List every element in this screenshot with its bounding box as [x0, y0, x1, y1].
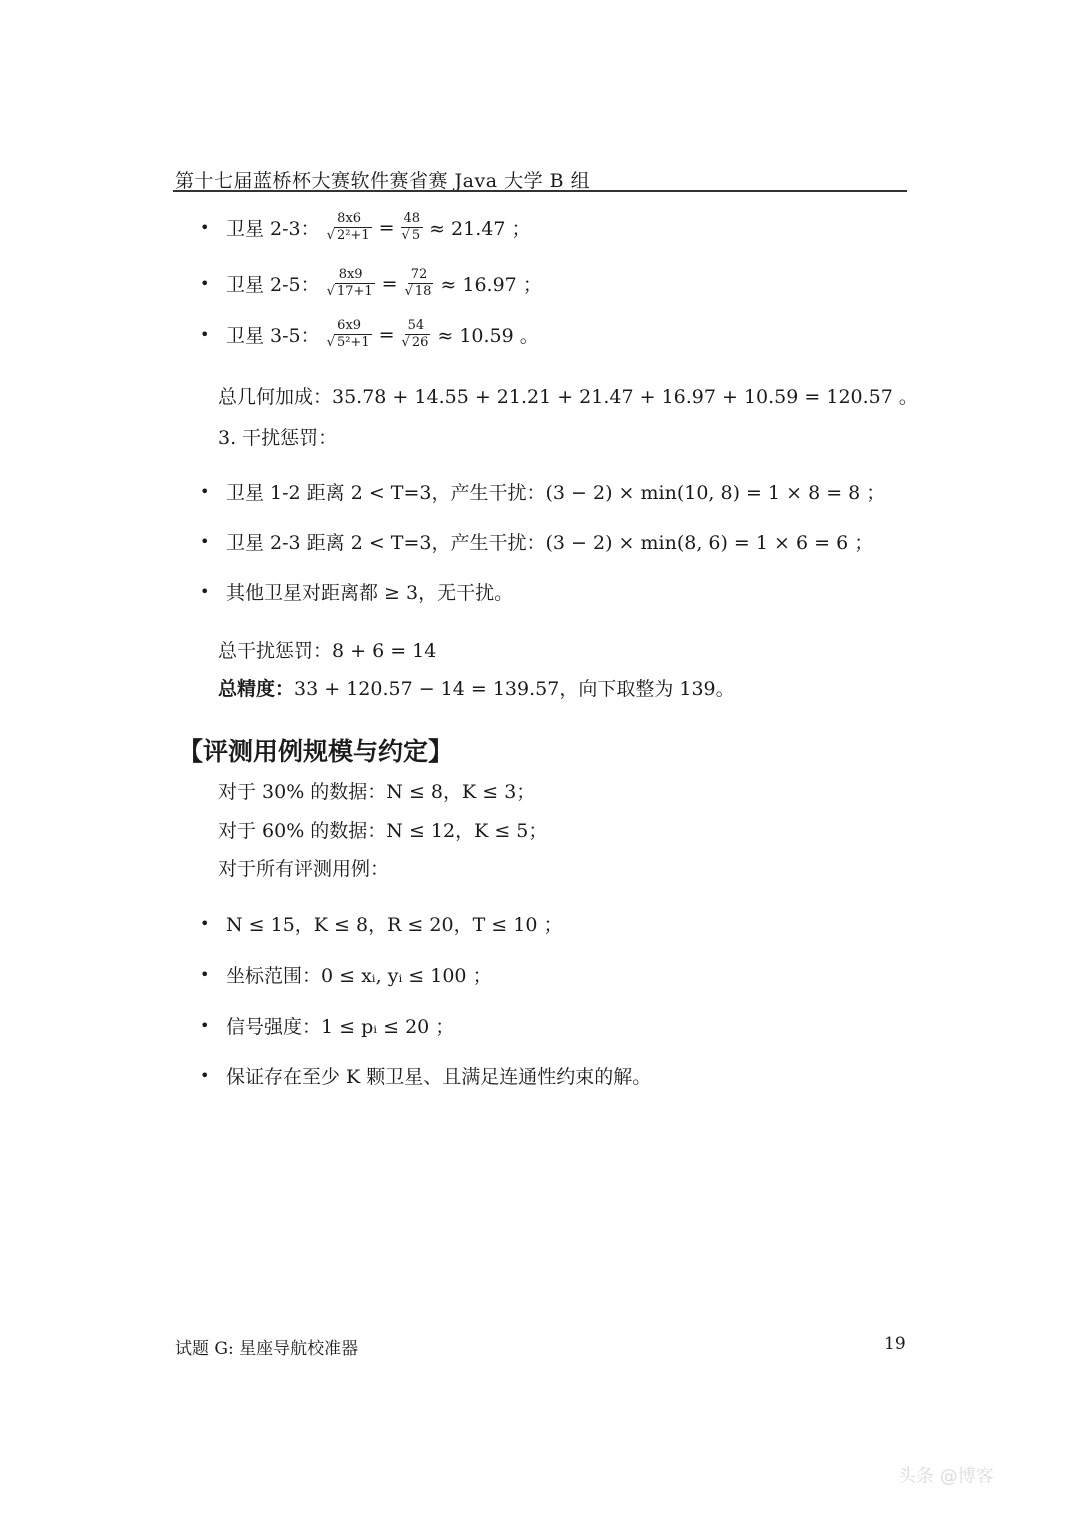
precision-label: 总精度：: [218, 678, 295, 700]
fraction: $\frac{8x9}{√ 17+1}$: [326, 267, 373, 300]
bullet: •: [200, 914, 210, 933]
fraction: $\frac{8x6}{\text{√ 2²+1}}$: [326, 211, 370, 244]
constraint-item: • 信号强度：1 ≤ pᵢ ≤ 20 ；: [200, 1016, 455, 1038]
item-result: ≈ 16.97 ；: [440, 274, 542, 297]
item-result: ≈ 21.47 ；: [429, 218, 531, 241]
page-header: 第十七届蓝桥杯大赛软件赛省赛 Java 大学 B 组: [175, 170, 591, 192]
constraint-item: • 保证存在至少 K 颗卫星、且满足连通性约束的解。: [200, 1066, 652, 1088]
interference-total: 总干扰惩罚：8 + 6 = 14: [218, 640, 437, 662]
fraction: $\frac{72}{√ 18}$: [404, 267, 432, 300]
bullet: •: [200, 325, 210, 345]
bullet: •: [200, 965, 210, 984]
header-rule: [173, 190, 907, 192]
scale-line: 对于 60% 的数据：N ≤ 12，K ≤ 5；: [218, 820, 548, 842]
page-number: 19: [884, 1334, 906, 1354]
scale-line: 对于所有评测用例：: [218, 858, 390, 880]
interference-item: • 卫星 1-2 距离 2 < T=3，产生干扰：(3 − 2) × min(10, 8) = 1 × 8 = 8 ；: [200, 482, 886, 504]
footer-title: 试题 G: 星座导航校准器: [175, 1339, 359, 1359]
fraction: $\frac{48}{√ 5}$: [399, 212, 426, 244]
bullet: •: [200, 482, 210, 501]
bullet: •: [200, 582, 210, 601]
item-label: 卫星 2-5：: [226, 274, 320, 297]
item-result: ≈ 10.59 。: [437, 325, 539, 348]
geometric-item: • 卫星 2-3： $\frac{8x6}{\text{√ 2²+1}}$ = $\frac{48}{√ 5}$ ≈ 21.47 ；: [200, 211, 531, 244]
precision-text: 33 + 120.57 − 14 = 139.57，向下取整为 139。: [294, 678, 735, 700]
bullet: •: [200, 1016, 210, 1035]
section-title: 【评测用例规模与约定】: [178, 737, 454, 766]
interference-heading: 3. 干扰惩罚：: [218, 427, 338, 449]
scale-line: 对于 30% 的数据：N ≤ 8，K ≤ 3；: [218, 781, 536, 803]
geometric-item: • 卫星 3-5： $\frac{6x9}{\text{√ 5²+1}}$ = $\frac{54}{√ 26}$ ≈ 10.59 。: [200, 318, 539, 351]
bullet: •: [200, 218, 210, 238]
constraint-item: • 坐标范围：0 ≤ xᵢ, yᵢ ≤ 100 ；: [200, 965, 492, 987]
interference-item: • 其他卫星对距离都 ≥ 3，无干扰。: [200, 582, 514, 604]
bullet: •: [200, 1066, 210, 1085]
geometric-total: 总几何加成：35.78 + 14.55 + 21.21 + 21.47 + 16.97 + 10.59 = 120.57 。: [218, 386, 918, 408]
watermark: 头条 @博客: [898, 1466, 994, 1487]
item-label: 卫星 3-5：: [226, 325, 320, 348]
bullet: •: [200, 532, 210, 551]
fraction: $\frac{6x9}{\text{√ 5²+1}}$: [326, 318, 370, 351]
fraction: $\frac{54}{√ 26}$: [401, 318, 429, 351]
item-label: 卫星 2-3：: [226, 218, 320, 241]
geometric-item: • 卫星 2-5： $\frac{8x9}{√ 17+1}$ = $\frac{72}{√ 18}$ ≈ 16.97 ；: [200, 267, 542, 300]
total-precision: [218, 674, 735, 701]
bullet: •: [200, 274, 210, 294]
interference-item: • 卫星 2-3 距离 2 < T=3，产生干扰：(3 − 2) × min(8, 6) = 1 × 6 = 6 ；: [200, 532, 874, 554]
constraint-item: • N ≤ 15，K ≤ 8，R ≤ 20，T ≤ 10 ；: [200, 914, 563, 936]
